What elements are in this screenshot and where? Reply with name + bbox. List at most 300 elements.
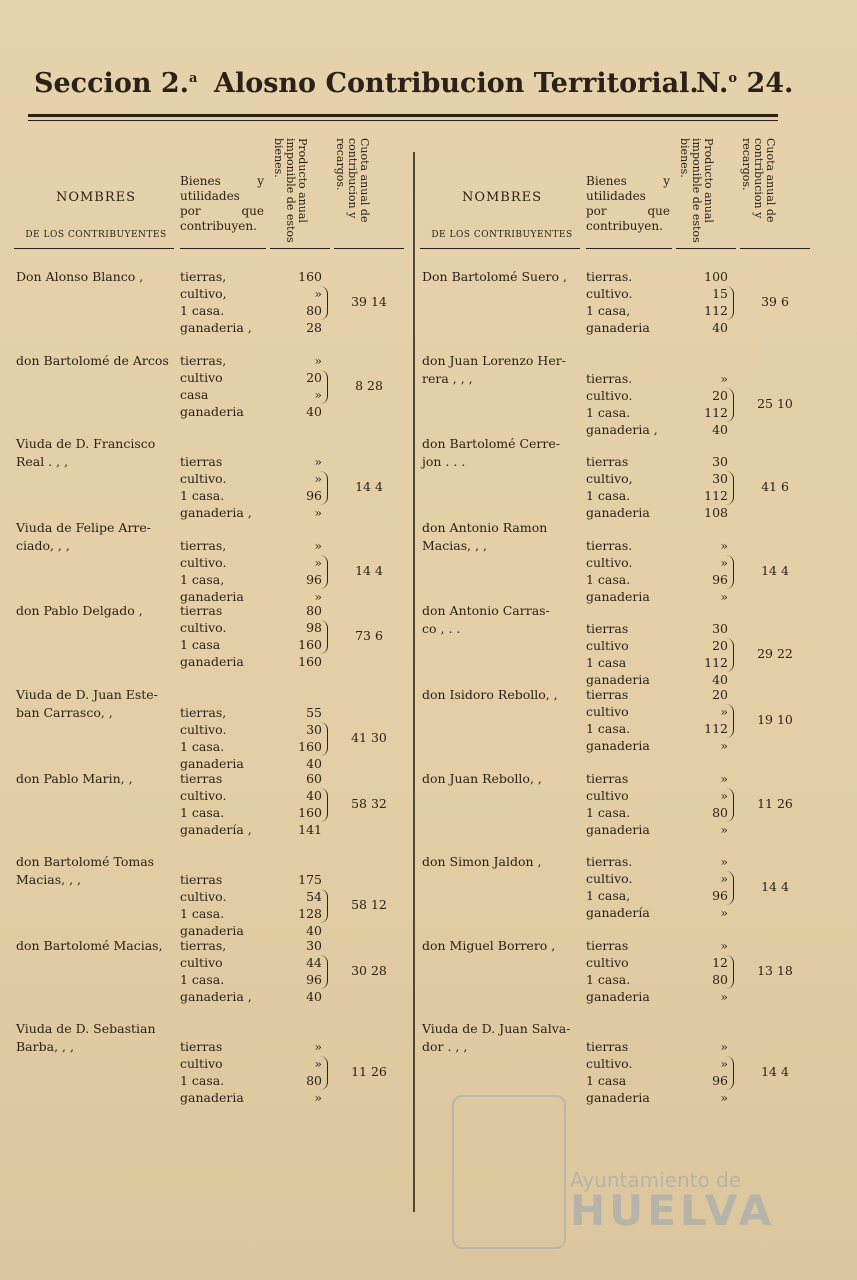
asset-value: 112 (704, 721, 728, 736)
asset-value: » (720, 871, 728, 887)
asset-row (582, 654, 732, 671)
asset-label: cultivo (586, 954, 629, 970)
asset-row (582, 988, 732, 1005)
asset-row (176, 268, 326, 285)
asset-row (176, 504, 326, 521)
asset-row (582, 387, 732, 404)
asset-label: tierras. (586, 370, 633, 386)
asset-list (582, 453, 732, 521)
asset-row (582, 637, 732, 654)
asset-label: ganaderia , (180, 988, 252, 1004)
asset-label: tierras (586, 621, 629, 637)
brace (320, 955, 328, 989)
header-bienes: Bienes y utilidades por que contribuyen. (180, 174, 264, 233)
asset-row (582, 770, 732, 787)
asset-label: tierras. (586, 854, 633, 870)
asset-row (582, 887, 732, 904)
asset-value: 141 (298, 821, 322, 837)
asset-list (176, 704, 326, 772)
asset-list (176, 871, 326, 939)
brace (320, 1056, 328, 1090)
header-contribuyentes: DE LOS CONTRIBUYENTES (25, 230, 167, 240)
asset-list (582, 268, 732, 336)
brace (320, 286, 328, 320)
asset-row (176, 704, 326, 721)
taxpayer-name (16, 435, 176, 470)
asset-value: » (314, 554, 322, 570)
asset-label: cultivo. (180, 554, 227, 570)
asset-row (582, 954, 732, 971)
brace (726, 471, 734, 505)
cuota-amount: 11 26 (351, 1064, 387, 1080)
asset-value: 20 (712, 638, 728, 654)
asset-row (582, 937, 732, 954)
asset-label: 1 casa, (586, 888, 631, 904)
asset-value: 30 (712, 471, 728, 487)
asset-row (176, 1038, 326, 1055)
asset-row (176, 954, 326, 971)
asset-label: tierras (180, 454, 223, 470)
asset-row (176, 470, 326, 487)
asset-row (176, 888, 326, 905)
asset-value: » (314, 454, 322, 470)
asset-label: cultivo. (586, 1056, 633, 1072)
asset-list (176, 1038, 326, 1106)
asset-label: casa (180, 386, 209, 402)
asset-list (582, 1038, 732, 1106)
asset-row (582, 804, 732, 821)
asset-value: 15 (712, 286, 728, 301)
asset-row (176, 554, 326, 571)
asset-value: » (720, 370, 728, 386)
taxpayer-name-line: don Miguel Borrero , (422, 937, 556, 953)
brace (320, 370, 328, 404)
asset-label: ganaderia , (180, 320, 252, 335)
asset-label: ganaderia (180, 654, 244, 670)
asset-value: 96 (712, 1073, 728, 1089)
taxpayer-name-line: don Juan Lorenzo Her- (422, 352, 566, 368)
asset-row (176, 369, 326, 386)
header-names (14, 130, 178, 248)
cuota-amount: 41 30 (351, 730, 387, 745)
asset-value: 20 (306, 369, 322, 385)
asset-value: 96 (712, 888, 728, 904)
asset-row (582, 268, 732, 285)
asset-label: tierras (586, 770, 629, 786)
taxpayer-name (16, 1020, 176, 1055)
asset-row (176, 285, 326, 302)
asset-label: 1 casa. (180, 1073, 225, 1089)
asset-value: » (314, 386, 322, 402)
taxpayer-name (16, 352, 176, 369)
asset-value: » (314, 588, 322, 604)
asset-list (176, 770, 326, 838)
taxpayer-name-line: Macias, , , (16, 872, 81, 888)
brace (320, 471, 328, 505)
header-cuota: Cuota anual de contribucion y recargos. (740, 138, 777, 223)
asset-row (176, 988, 326, 1005)
asset-row (582, 537, 732, 554)
asset-value: 20 (712, 387, 728, 403)
asset-value: » (720, 1056, 728, 1072)
brace (726, 788, 734, 822)
asset-list (176, 937, 326, 1005)
taxpayer-name-line: Real . , , (16, 454, 69, 470)
header-names (420, 130, 584, 248)
asset-value: 112 (704, 404, 728, 420)
asset-row (176, 386, 326, 403)
asset-label: cultivo. (586, 871, 633, 887)
asset-label: 1 casa, (180, 571, 225, 587)
asset-row (176, 770, 326, 787)
asset-label: cultivo (586, 787, 629, 803)
asset-label: tierras (586, 1039, 629, 1055)
page-title: Alosno Contribucion Territorial. (214, 68, 699, 99)
asset-row (582, 1089, 732, 1106)
asset-value: 160 (298, 637, 322, 653)
taxpayer-name-line: don Bartolomé Cerre- (422, 436, 560, 452)
brace (726, 1056, 734, 1090)
taxpayer-name-line: don Bartolomé Macias, (16, 937, 163, 953)
asset-label: tierras, (180, 352, 227, 368)
section-text: Seccion 2. (34, 68, 190, 99)
cuota-amount: 14 4 (355, 562, 383, 578)
asset-row (176, 971, 326, 988)
archive-stamp (452, 1095, 566, 1249)
asset-row (582, 404, 732, 421)
taxpayer-name (422, 519, 582, 554)
header-rule-thin (28, 120, 778, 121)
asset-list (176, 537, 326, 605)
asset-label: tierras (586, 454, 629, 470)
asset-value: 12 (712, 954, 728, 970)
asset-label: ganaderia (586, 505, 650, 521)
asset-label: 1 casa. (586, 571, 631, 587)
asset-label: tierras. (586, 537, 633, 553)
taxpayer-name (422, 268, 582, 285)
asset-label: tierras (180, 770, 223, 786)
taxpayer-name-line: dor . , , (422, 1039, 468, 1055)
asset-label: tierras, (180, 937, 227, 953)
brace (726, 638, 734, 672)
asset-label: 1 casa (180, 637, 221, 653)
asset-row (176, 787, 326, 804)
asset-row (582, 620, 732, 637)
right-column (420, 130, 816, 1230)
asset-list (176, 453, 326, 521)
asset-value: » (314, 505, 322, 521)
cuota-amount: 39 14 (351, 294, 387, 309)
asset-label: 1 casa. (180, 303, 225, 318)
asset-row (582, 302, 732, 319)
asset-label: ganaderia (180, 1090, 244, 1106)
asset-label: 1 casa. (586, 404, 631, 420)
asset-value: 40 (712, 320, 728, 335)
asset-row (176, 871, 326, 888)
asset-label: tierras (586, 687, 629, 702)
taxpayer-name-line: Viuda de D. Juan Este- (16, 687, 158, 702)
asset-label: 1 casa. (586, 721, 631, 736)
taxpayer-name-line: don Pablo Marin, , (16, 770, 133, 786)
asset-row (176, 453, 326, 470)
column-header (420, 130, 816, 258)
asset-list (582, 937, 732, 1005)
taxpayer-name (16, 519, 176, 554)
watermark-line2: HUELVA (570, 1186, 776, 1235)
asset-row (582, 686, 732, 703)
asset-label: ganadería , (180, 821, 252, 837)
asset-row (176, 319, 326, 336)
asset-row (582, 487, 732, 504)
asset-row (176, 1089, 326, 1106)
cuota-amount: 39 6 (761, 294, 789, 309)
asset-row (582, 870, 732, 887)
asset-value: » (314, 1039, 322, 1055)
asset-value: 40 (306, 787, 322, 803)
asset-value: 112 (704, 655, 728, 671)
asset-value: » (720, 937, 728, 953)
cuota-amount: 14 4 (761, 1064, 789, 1080)
watermark (570, 1168, 775, 1235)
asset-value: » (720, 821, 728, 837)
cuota-amount: 30 28 (351, 962, 387, 978)
taxpayer-name-line: don Bartolomé Tomas (16, 854, 155, 870)
asset-value: 80 (306, 1073, 322, 1089)
asset-label: cultivo. (586, 286, 633, 301)
asset-value: 55 (306, 705, 322, 720)
header-underline (420, 248, 580, 249)
asset-value: » (314, 352, 322, 368)
asset-value: » (720, 988, 728, 1004)
asset-value: » (720, 537, 728, 553)
asset-row (176, 619, 326, 636)
asset-value: 40 (306, 988, 322, 1004)
asset-value: 40 (306, 923, 322, 939)
asset-value: » (720, 588, 728, 604)
asset-value: 60 (306, 770, 322, 786)
asset-label: ganaderia (180, 588, 244, 604)
header-producto: Producto anual imponible de estos bienes. (678, 138, 715, 243)
header-bienes: Bienes y utilidades por que contribuyen. (586, 174, 670, 233)
asset-row (176, 804, 326, 821)
asset-label: tierras (180, 872, 223, 888)
asset-value: 28 (306, 320, 322, 335)
asset-value: 160 (298, 739, 322, 754)
header-nombres: NOMBRES (55, 190, 137, 205)
asset-value: 30 (306, 937, 322, 953)
asset-value: » (720, 738, 728, 753)
taxpayer-name-line: don Isidoro Rebollo, , (422, 687, 558, 702)
cuota-amount: 11 26 (757, 795, 793, 811)
asset-value: 40 (306, 756, 322, 771)
asset-label: 1 casa. (180, 804, 225, 820)
asset-row (582, 720, 732, 737)
asset-value: » (720, 1039, 728, 1055)
asset-value: 160 (298, 654, 322, 670)
asset-row (176, 571, 326, 588)
asset-label: tierras, (180, 269, 227, 284)
asset-value: » (314, 537, 322, 553)
taxpayer-name-line: co , . . (422, 621, 461, 637)
asset-value: 30 (712, 621, 728, 637)
asset-value: 160 (298, 269, 322, 284)
asset-row (582, 370, 732, 387)
header-underline (180, 248, 266, 249)
asset-label: 1 casa. (586, 804, 631, 820)
asset-row (176, 821, 326, 838)
asset-value: 112 (704, 303, 728, 318)
asset-label: 1 casa. (586, 488, 631, 504)
taxpayer-name-line: don Bartolomé de Arcos (16, 352, 169, 368)
asset-row (176, 905, 326, 922)
brace (726, 555, 734, 589)
taxpayer-name-line: don Pablo Delgado , (16, 603, 143, 619)
asset-row (176, 1072, 326, 1089)
asset-label: ganaderia , (586, 421, 658, 437)
taxpayer-name-line: Don Alonso Blanco , (16, 269, 144, 284)
brace (726, 704, 734, 738)
asset-value: 20 (712, 687, 728, 702)
asset-row (582, 1055, 732, 1072)
taxpayer-name-line: don Simon Jaldon , (422, 854, 542, 870)
asset-value: 96 (712, 571, 728, 587)
asset-list (176, 602, 326, 670)
asset-row (176, 653, 326, 670)
cuota-amount: 29 22 (757, 646, 793, 662)
asset-row (582, 703, 732, 720)
brace (726, 871, 734, 905)
left-column (14, 130, 410, 1230)
asset-label: cultivo (586, 704, 629, 719)
cuota-amount: 19 10 (757, 712, 793, 727)
taxpayer-name-line: Viuda de D. Francisco (16, 436, 156, 452)
asset-row (582, 470, 732, 487)
asset-list (176, 268, 326, 336)
taxpayer-name (16, 853, 176, 888)
brace (726, 286, 734, 320)
asset-label: cultivo. (586, 554, 633, 570)
column-header (14, 130, 410, 258)
asset-value: » (720, 787, 728, 803)
taxpayer-name-line: Barba, , , (16, 1039, 74, 1055)
asset-value: 44 (306, 954, 322, 970)
asset-label: ganaderia (586, 821, 650, 837)
asset-label: 1 casa. (586, 971, 631, 987)
asset-row (176, 937, 326, 954)
cuota-amount: 58 12 (351, 897, 387, 913)
column-divider (413, 152, 415, 1212)
asset-label: ganadería (586, 905, 650, 921)
asset-row (582, 853, 732, 870)
brace (320, 788, 328, 822)
asset-label: ganaderia (586, 588, 650, 604)
asset-row (582, 421, 732, 438)
asset-label: tierras, (180, 705, 227, 720)
taxpayer-name-line: ciado, , , (16, 537, 70, 553)
asset-value: 175 (298, 872, 322, 888)
asset-label: tierras (180, 1039, 223, 1055)
taxpayer-name-line: don Antonio Carras- (422, 603, 550, 619)
section-label (34, 68, 197, 112)
brace (726, 388, 734, 422)
taxpayer-name (422, 770, 582, 787)
asset-label: ganaderia (586, 988, 650, 1004)
asset-label: 1 casa (586, 655, 627, 671)
header-underline (586, 248, 672, 249)
asset-label: 1 casa. (180, 971, 225, 987)
asset-label: ganaderia (180, 756, 244, 771)
asset-value: » (314, 1090, 322, 1106)
taxpayer-name-line: Macias, , , (422, 537, 487, 553)
asset-label: cultivo, (180, 286, 227, 301)
taxpayer-name (422, 602, 582, 637)
taxpayer-name-line: rera , , , (422, 370, 473, 386)
brace (320, 620, 328, 654)
asset-label: cultivo. (180, 471, 227, 487)
asset-list (582, 370, 732, 438)
asset-value: » (314, 1056, 322, 1072)
asset-list (582, 537, 732, 605)
taxpayer-name (422, 937, 582, 954)
asset-label: cultivo. (180, 889, 227, 905)
asset-value: 98 (306, 620, 322, 636)
asset-value: 96 (306, 971, 322, 987)
asset-label: cultivo. (586, 387, 633, 403)
watermark-line1: Ayuntamiento de (570, 1168, 742, 1192)
asset-value: » (720, 854, 728, 870)
taxpayer-name (16, 686, 176, 721)
asset-value: 40 (306, 403, 322, 419)
asset-label: 1 casa, (586, 303, 631, 318)
asset-row (176, 602, 326, 619)
taxpayer-name (16, 602, 176, 619)
taxpayer-name-line: ban Carrasco, , (16, 705, 113, 720)
asset-value: 108 (704, 505, 728, 521)
asset-label: 1 casa. (180, 739, 225, 754)
asset-row (176, 738, 326, 755)
asset-row (176, 636, 326, 653)
brace (320, 555, 328, 589)
asset-value: » (314, 471, 322, 487)
taxpayer-name-line: don Antonio Ramon (422, 519, 548, 535)
asset-list (176, 352, 326, 420)
asset-value: 96 (306, 571, 322, 587)
asset-label: cultivo (180, 954, 223, 970)
asset-row (176, 487, 326, 504)
taxpayer-name-line: Viuda de D. Juan Salva- (422, 1021, 571, 1037)
header-underline (14, 248, 174, 249)
asset-label: ganaderia (180, 403, 244, 419)
asset-row (176, 403, 326, 420)
asset-label: cultivo (180, 1056, 223, 1072)
asset-label: ganaderia (586, 738, 650, 753)
number-prefix: N. (696, 68, 729, 99)
asset-value: » (720, 770, 728, 786)
asset-value: 30 (306, 722, 322, 737)
asset-label: ganaderia (586, 1090, 650, 1106)
asset-row (582, 588, 732, 605)
cuota-amount: 58 32 (351, 795, 387, 811)
asset-row (176, 1055, 326, 1072)
header-underline (676, 248, 736, 249)
asset-row (176, 302, 326, 319)
asset-value: 80 (712, 971, 728, 987)
asset-row (582, 737, 732, 754)
cuota-amount: 13 18 (757, 962, 793, 978)
taxpayer-name (16, 268, 176, 285)
header-underline (334, 248, 404, 249)
asset-value: 80 (712, 804, 728, 820)
